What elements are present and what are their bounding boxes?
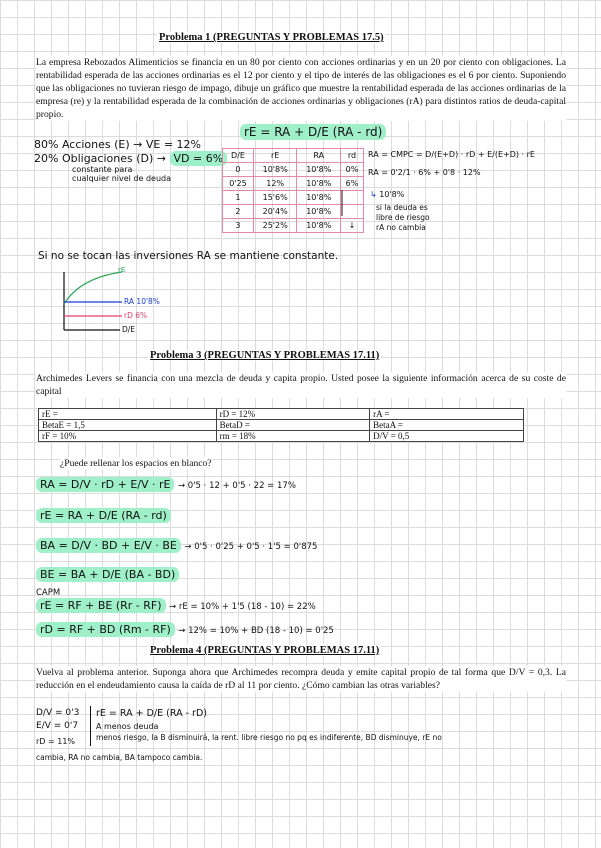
eq-be-formula: BE = BA + D/E (BA - BD) <box>36 567 179 582</box>
eq-ra <box>36 478 296 491</box>
table-cell: BetaD = <box>216 420 370 431</box>
table-row <box>39 409 524 420</box>
table-cell: rE = <box>39 409 217 420</box>
capm-label: CAPM <box>36 588 61 598</box>
table-cell: rA = <box>370 409 524 420</box>
ra-result <box>370 190 404 199</box>
eq-ba-formula: BA = D/V · BD + E/V · BE <box>36 538 181 553</box>
table-row <box>39 431 524 442</box>
eq-ra-formula: RA = D/V · rD + E/V · rE <box>36 477 174 492</box>
table-row <box>39 420 524 431</box>
problem1-heading: Problema 1 (PREGUNTAS Y PROBLEMAS 17.5) <box>159 32 384 43</box>
table-cell: BetaA = <box>370 420 524 431</box>
de-table-cell: 0% <box>341 163 364 177</box>
table-cell: D/V = 0,5 <box>370 431 524 442</box>
de-table-cell: 2 <box>223 205 254 219</box>
de-table-header-cell: rE <box>253 149 297 163</box>
de-table-cell: 0 <box>223 163 254 177</box>
ra-result-value: 10'8% <box>379 190 405 199</box>
de-table-cell: 10'8% <box>297 205 341 219</box>
eq-re <box>36 509 171 522</box>
note-libre-riesgo: libre de riesgo <box>376 213 430 222</box>
de-table-cell: 10'8% <box>297 219 341 233</box>
eq-capm-re <box>36 599 316 612</box>
de-table-cell: 1 <box>223 191 254 205</box>
de-table-cell: ↓ <box>341 219 364 233</box>
table-cell: BetaE = 1,5 <box>39 420 217 431</box>
de-table-cell: 3 <box>223 219 254 233</box>
eq-capm-rd <box>36 623 334 636</box>
note-constante: constante para <box>72 165 133 174</box>
note-obligaciones-label: 20% Obligaciones (D) → <box>34 152 166 165</box>
problem3-heading: Problema 3 (PREGUNTAS Y PROBLEMAS 17.11) <box>150 350 380 361</box>
problem4-statement: Vuelva al problema anterior. Suponga ahora que Archimedes recompra deuda y emite capital propio de tal forma que D/V = 0,3. La reducción en el endeudamiento causa la caída de rD al 11 por ciento. ¿Cómo cambian las otras variables? <box>36 667 566 691</box>
note-acciones: 80% Acciones (E) → VE = 12% <box>34 138 202 151</box>
de-table-header-cell: D/E <box>223 149 254 163</box>
graph-label-ra: RA 10'8% <box>124 297 160 306</box>
brace-divider <box>90 706 91 746</box>
de-table-cell: 0'25 <box>223 177 254 191</box>
de-table-header <box>223 149 364 163</box>
p4-re-formula: rE = RA + D/E (RA - rD) <box>96 708 207 719</box>
problem3-statement: Archimedes Levers se financia con una mezcla de deuda y capita propio. Usted posee la siguiente información acerca de su coste de capital <box>36 373 566 397</box>
eq-capm-re-result: → rE = 10% + 1'5 (18 - 10) = 22% <box>169 602 316 612</box>
table-cell: rF = 10% <box>39 431 217 442</box>
note-ra-no-cambia: rA no cambia <box>376 223 426 232</box>
problem1-statement: La empresa Rebozados Alimenticios se financia en un 80 por ciento con acciones ordinarias y en un 20 por ciento con obligaciones. La rentabilidad esperada de las acciones ordinarias es el 12 por ciento y el tipo de interés de las obligaciones es el 6 por ciento. Suponiendo que las obligaciones no tuvieran riesgo de impago, dibuje un gráfico que muestre la rentabilidad esperada de las acciones ordinarias de la empresa (re) y la rentabilidad esperada de la combinación de acciones ordinarias y obligaciones (rA) para distintos ratios de deuda-capital propio. <box>36 57 566 120</box>
graph-re-curve <box>64 272 122 304</box>
p4-explanation-line1: menos riesgo, la B disminuirá, la rent. libre riesgo no pq es indiferente, BD disminuye, rE no <box>96 733 442 742</box>
de-table-cell: 10'8% <box>297 177 341 191</box>
eq-re-formula: rE = RA + D/E (RA - rd) <box>36 508 171 523</box>
p4-menos-deuda: A menos deuda <box>96 722 159 731</box>
formula-ra-cmpc: RA = CMPC = D/(E+D) · rD + E/(E+D) · rE <box>368 150 535 159</box>
formula-re-top: rE = RA + D/E (RA - rd) <box>240 124 386 140</box>
arrow-icon: ↳ <box>370 190 377 199</box>
de-table-cell: 12% <box>253 177 297 191</box>
de-table-row <box>223 219 364 233</box>
de-table-cell: 10'8% <box>253 163 297 177</box>
de-table-row <box>223 163 364 177</box>
rd-down-arrow-icon <box>339 190 345 218</box>
eq-ba <box>36 539 317 552</box>
table-cell: rm = 18% <box>216 431 370 442</box>
de-table-cell: 10'8% <box>297 191 341 205</box>
eq-ra-result: → 0'5 · 12 + 0'5 · 22 = 17% <box>177 481 296 491</box>
de-table-header-cell: RA <box>297 149 341 163</box>
de-table-cell: 10'8% <box>297 163 341 177</box>
note-obligaciones <box>34 152 227 165</box>
problem4-heading: Problema 4 (PREGUNTAS Y PROBLEMAS 17.11) <box>150 645 380 656</box>
de-table-row <box>223 177 364 191</box>
problem3-question: ¿Puede rellenar los espacios en blanco? <box>60 458 212 469</box>
eq-capm-rd-result: → 12% = 10% + BD (18 - 10) = 0'25 <box>178 626 334 636</box>
eq-ba-result: → 0'5 · 0'25 + 0'5 · 1'5 = 0'875 <box>184 542 318 552</box>
cost-capital-table <box>38 408 524 442</box>
eq-capm-re-formula: rE = RF + BE (Rr - RF) <box>36 598 166 613</box>
de-table-cell: 15'6% <box>253 191 297 205</box>
eq-capm-rd-formula: rD = RF + BD (Rm - RF) <box>36 622 175 637</box>
de-table-header-cell: rd <box>341 149 364 163</box>
note-nivel-deuda: cualquier nivel de deuda <box>72 174 172 183</box>
table-cell: rD = 12% <box>216 409 370 420</box>
eq-be <box>36 568 179 581</box>
de-table-cell: 25'2% <box>253 219 297 233</box>
note-vd: VD = 6% <box>170 151 228 166</box>
conclusion-ra-constante: Si no se tocan las inversiones RA se mantiene constante. <box>38 250 339 262</box>
given-ev: E/V = 0'7 <box>36 721 79 731</box>
graph-label-de: D/E <box>122 325 136 334</box>
note-deuda-libre: si la deuda es <box>376 203 428 212</box>
formula-ra-calc: RA = 0'2/1 · 6% + 0'8 · 12% <box>368 168 481 177</box>
p4-explanation-line2: cambia, RA no cambia, BA tampoco cambia. <box>36 753 203 762</box>
graph-label-re: rE <box>118 266 126 274</box>
given-rd: rD = 11% <box>36 737 76 746</box>
graph-label-rd: rD 6% <box>124 311 148 320</box>
given-dv: D/V = 0'3 <box>36 708 80 718</box>
de-table-cell: 6% <box>341 177 364 191</box>
de-table-cell: 20'4% <box>253 205 297 219</box>
